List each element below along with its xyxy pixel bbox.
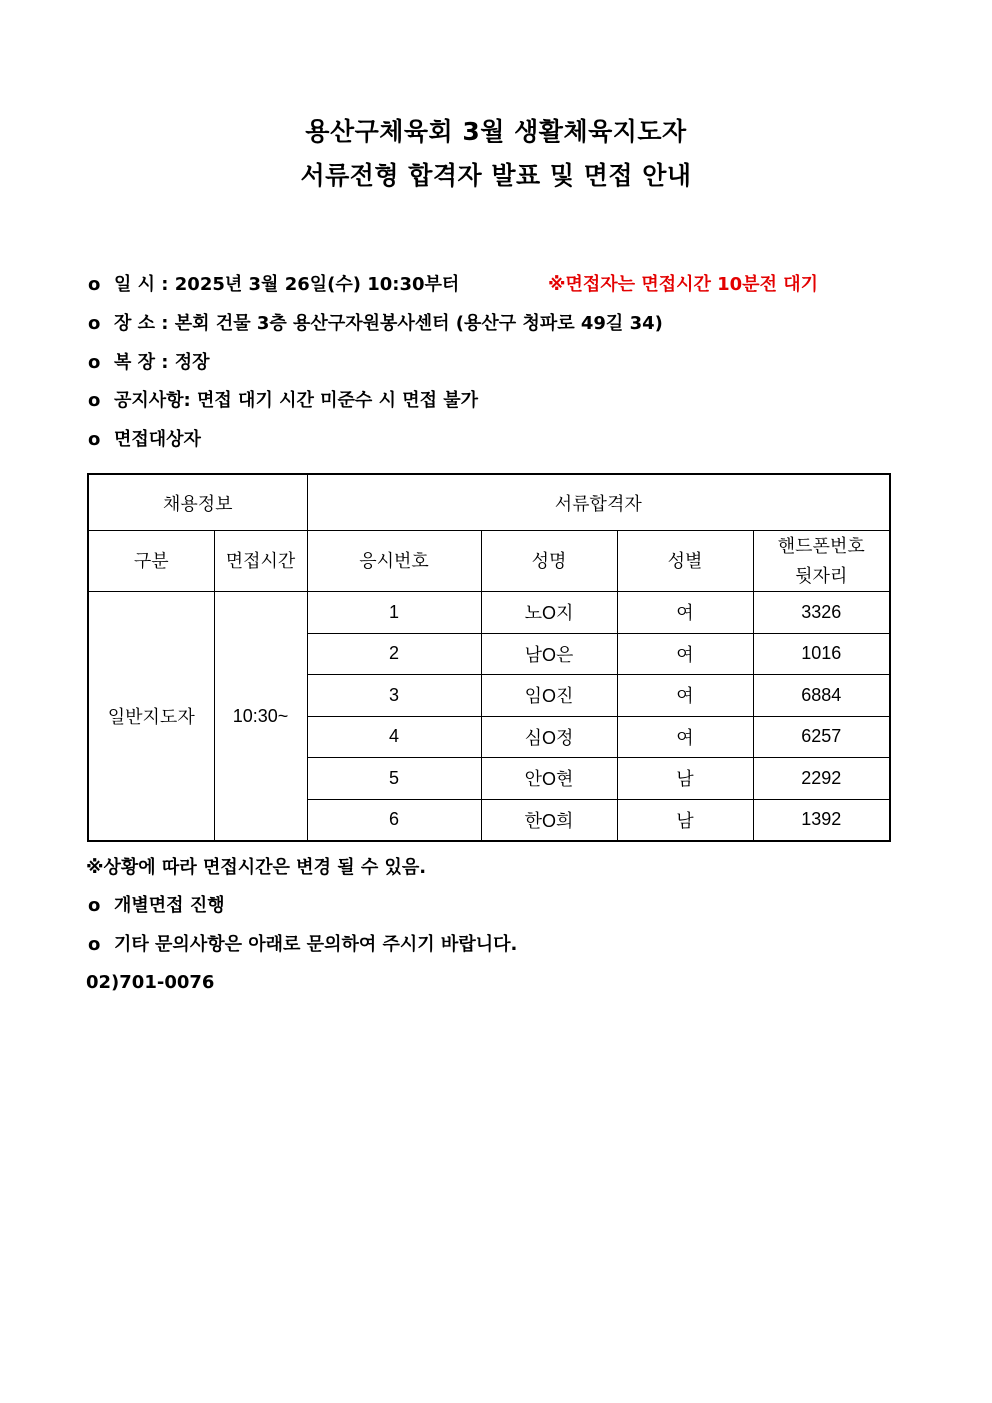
announcement-text: 공지사항: 면접 대기 시간 미준수 시 면접 불가 [114,390,479,411]
col-header-name: 성명 [481,531,617,592]
gender-cell: 여 [617,592,753,634]
col-header-gender: 성별 [617,531,753,592]
gender-cell: 남 [617,799,753,841]
applicant-no-cell: 4 [307,716,481,758]
phone-cell: 3326 [753,592,890,634]
bullet-icon: o [88,429,101,450]
table-column-header-row [88,531,890,592]
category-cell: 일반지도자 [88,592,214,842]
phone-cell: 1016 [753,633,890,675]
datetime-text: 일 시 : 2025년 3월 26일(수) 10:30부터 [114,274,460,295]
info-announcement [88,388,478,414]
table-group-header-row [88,474,890,531]
applicant-no-cell: 6 [307,799,481,841]
gender-cell: 남 [617,758,753,800]
col-header-phone-line2: 뒷자리 [795,566,848,586]
info-place [88,311,663,337]
applicant-no-cell: 2 [307,633,481,675]
applicant-no-cell: 5 [307,758,481,800]
phone-cell: 6257 [753,716,890,758]
col-header-applicant-no: 응시번호 [307,531,481,592]
document-title-line2: 서류전형 합격자 발표 및 면접 안내 [300,161,692,190]
name-cell: 한O희 [481,799,617,841]
phone-cell: 6884 [753,675,890,717]
phone-cell: 2292 [753,758,890,800]
name-cell: 임O진 [481,675,617,717]
name-cell: 노O지 [481,592,617,634]
info-targets [88,427,201,453]
document-title-line1: 용산구체육회 3월 생활체육지도자 [305,117,687,146]
change-note: ※상황에 따라 면접시간은 변경 될 수 있음. [86,857,427,878]
bullet-icon: o [88,274,101,295]
applicant-no-cell: 3 [307,675,481,717]
name-cell: 안O현 [481,758,617,800]
col-header-category: 구분 [88,531,214,592]
bullet-icon: o [88,390,101,411]
place-text: 장 소 : 본회 건물 3층 용산구자원봉사센터 (용산구 청파로 49길 34) [114,313,663,334]
applicant-no-cell: 1 [307,592,481,634]
group-header-passers: 서류합격자 [307,474,890,531]
waiting-notice: ※면접자는 면접시간 10분전 대기 [548,274,819,295]
col-header-phone [753,531,890,592]
name-cell: 남O은 [481,633,617,675]
interview-time-cell: 10:30~ [214,592,307,842]
interview-table [87,473,891,842]
gender-cell: 여 [617,633,753,675]
inquiry-note [88,932,517,958]
group-header-recruit-info: 채용정보 [88,474,307,531]
dress-text: 복 장 : 정장 [114,352,210,373]
name-cell: 심O정 [481,716,617,758]
inquiry-text: 기타 문의사항은 아래로 문의하여 주시기 바랍니다. [114,934,518,955]
phone-cell: 1392 [753,799,890,841]
targets-text: 면접대상자 [114,429,201,450]
info-dress [88,350,210,376]
gender-cell: 여 [617,675,753,717]
bullet-icon: o [88,895,101,916]
bullet-icon: o [88,352,101,373]
info-datetime [88,272,459,298]
col-header-interview-time: 면접시간 [214,531,307,592]
gender-cell: 여 [617,716,753,758]
col-header-phone-line1: 핸드폰번호 [777,536,865,556]
contact-phone: 02)701-0076 [86,972,215,993]
bullet-icon: o [88,313,101,334]
bullet-icon: o [88,934,101,955]
individual-interview-note [88,893,225,919]
individual-text: 개별면접 진행 [114,895,225,916]
table-row [88,592,890,634]
